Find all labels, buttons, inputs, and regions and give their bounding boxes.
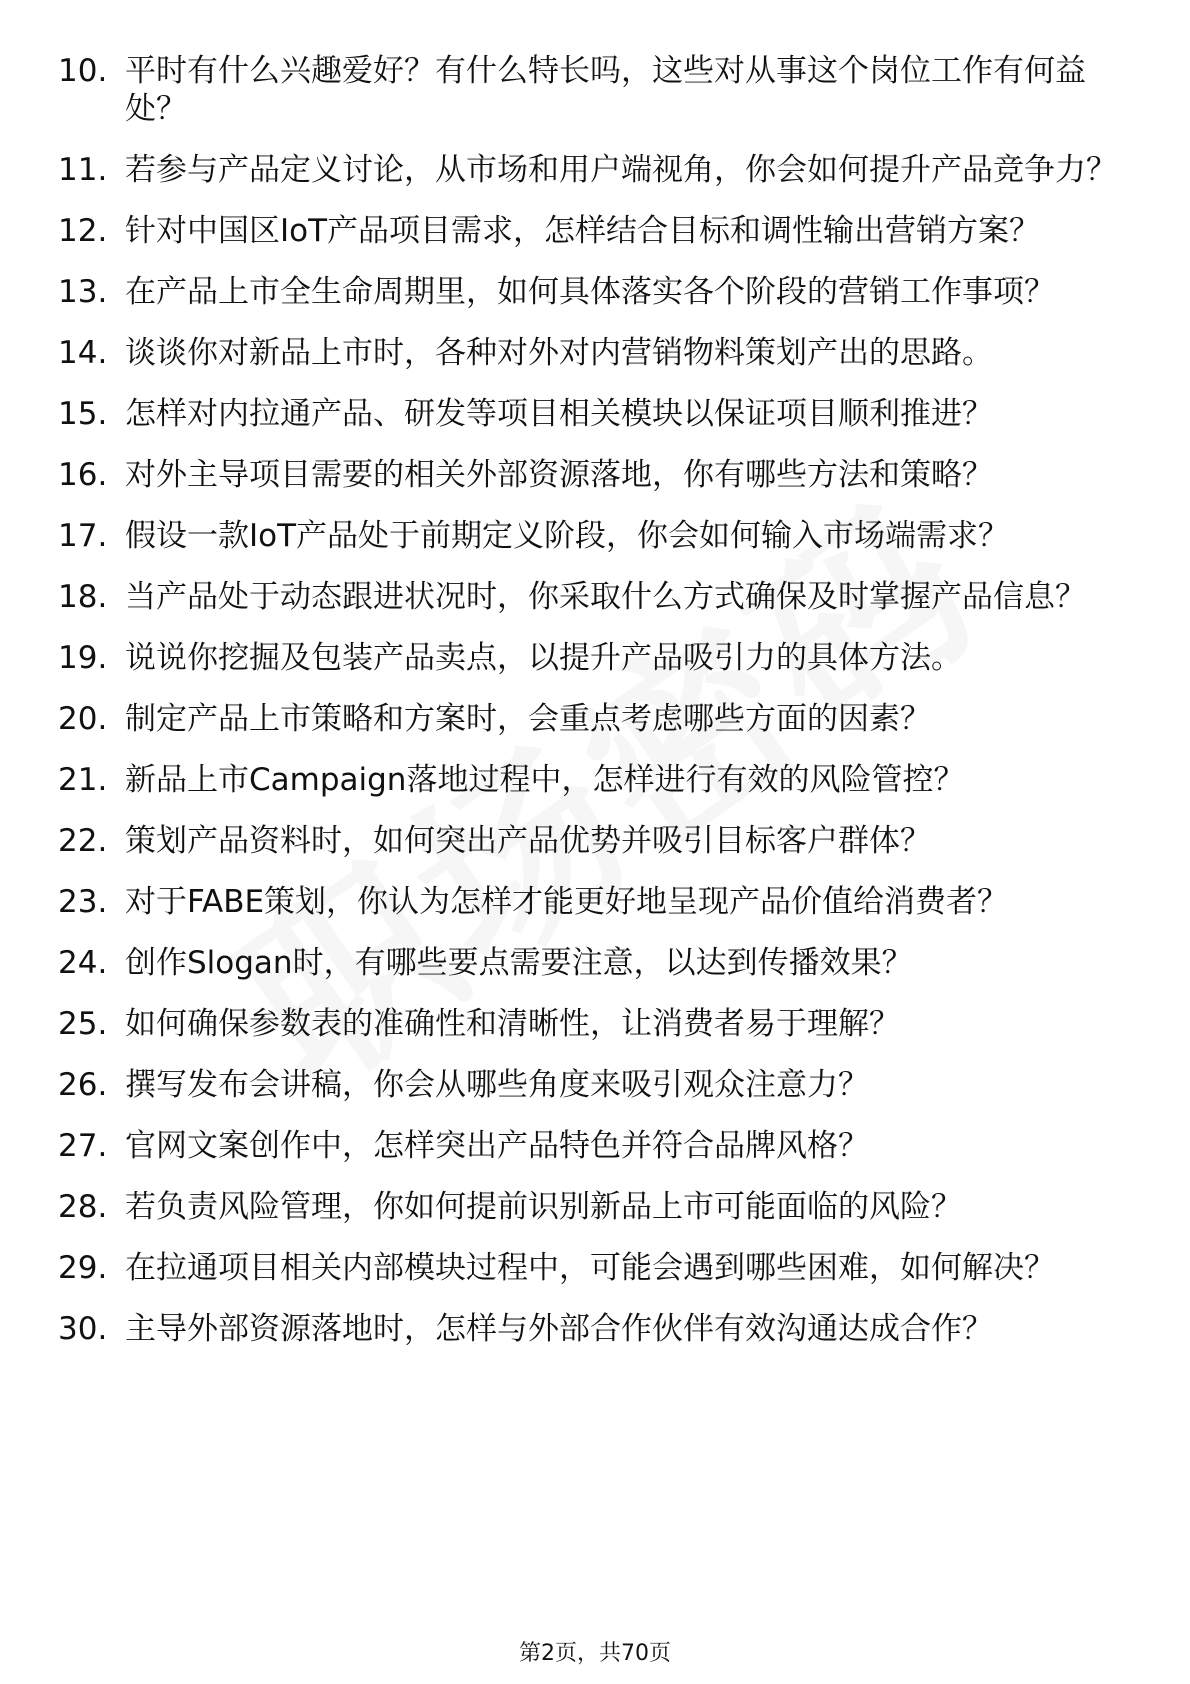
question-text: 制定产品上市策略和方案时，会重点考虑哪些方面的因素？ — [125, 701, 931, 737]
question-item — [58, 1188, 1118, 1226]
question-item — [58, 761, 1118, 799]
question-item — [58, 944, 1118, 982]
question-item — [58, 273, 1118, 311]
question-item — [58, 1005, 1118, 1043]
question-item — [58, 1127, 1118, 1165]
question-number: 11. — [58, 152, 108, 188]
question-text: 若参与产品定义讨论，从市场和用户端视角，你会如何提升产品竞争力？ — [125, 152, 1117, 188]
question-text: 撰写发布会讲稿，你会从哪些角度来吸引观众注意力？ — [125, 1067, 869, 1103]
question-number: 27. — [58, 1128, 108, 1164]
question-number: 26. — [58, 1067, 108, 1103]
question-number: 15. — [58, 396, 108, 432]
question-text: 在产品上市全生命周期里，如何具体落实各个阶段的营销工作事项？ — [125, 274, 1055, 310]
question-number: 28. — [58, 1189, 108, 1225]
question-number: 14. — [58, 335, 108, 371]
question-number: 20. — [58, 701, 108, 737]
question-text: 策划产品资料时，如何突出产品优势并吸引目标客户群体？ — [125, 823, 931, 859]
question-number: 24. — [58, 945, 108, 981]
question-number: 10. — [58, 53, 108, 89]
question-text: 针对中国区IoT产品项目需求，怎样结合目标和调性输出营销方案？ — [125, 213, 1041, 249]
question-item — [58, 822, 1118, 860]
question-text: 假设一款IoT产品处于前期定义阶段，你会如何输入市场端需求？ — [125, 518, 1010, 554]
question-text: 当产品处于动态跟进状况时，你采取什么方式确保及时掌握产品信息？ — [125, 579, 1086, 615]
question-number: 22. — [58, 823, 108, 859]
question-number: 21. — [58, 762, 108, 798]
question-number: 17. — [58, 518, 108, 554]
question-number: 12. — [58, 213, 108, 249]
question-item — [58, 700, 1118, 738]
question-text: 说说你挖掘及包装产品卖点，以提升产品吸引力的具体方法。 — [125, 640, 962, 676]
question-number: 29. — [58, 1250, 108, 1286]
question-text: 主导外部资源落地时，怎样与外部合作伙伴有效沟通达成合作？ — [125, 1311, 993, 1347]
question-item — [58, 52, 1118, 128]
question-item — [58, 334, 1118, 372]
question-text: 官网文案创作中，怎样突出产品特色并符合品牌风格？ — [125, 1128, 869, 1164]
question-number: 30. — [58, 1311, 108, 1347]
question-number: 25. — [58, 1006, 108, 1042]
question-text: 如何确保参数表的准确性和清晰性，让消费者易于理解？ — [125, 1006, 900, 1042]
question-number: 23. — [58, 884, 108, 920]
page-footer: 第2页，共70页 — [519, 1641, 671, 1666]
question-text: 谈谈你对新品上市时，各种对外对内营销物料策划产出的思路。 — [125, 335, 993, 371]
question-text: 怎样对内拉通产品、研发等项目相关模块以保证项目顺利推进？ — [125, 396, 993, 432]
question-number: 18. — [58, 579, 108, 615]
question-item — [58, 1249, 1118, 1287]
question-item — [58, 883, 1118, 921]
question-item — [58, 639, 1118, 677]
question-text: 对于FABE策划，你认为怎样才能更好地呈现产品价值给消费者？ — [125, 884, 1009, 920]
question-number: 13. — [58, 274, 108, 310]
question-item — [58, 578, 1118, 616]
question-number: 19. — [58, 640, 108, 676]
question-number: 16. — [58, 457, 108, 493]
question-item — [58, 517, 1118, 555]
question-item — [58, 151, 1118, 189]
question-text: 创作Slogan时，有哪些要点需要注意，以达到传播效果？ — [125, 945, 913, 981]
question-list — [58, 52, 1118, 1371]
question-text: 对外主导项目需要的相关外部资源落地，你有哪些方法和策略？ — [125, 457, 993, 493]
question-text: 若负责风险管理，你如何提前识别新品上市可能面临的风险？ — [125, 1189, 962, 1225]
question-text: 新品上市Campaign落地过程中，怎样进行有效的风险管控？ — [125, 762, 965, 798]
question-item — [58, 1066, 1118, 1104]
question-item — [58, 395, 1118, 433]
question-item — [58, 1310, 1118, 1348]
question-item — [58, 456, 1118, 494]
question-item — [58, 212, 1118, 250]
question-text: 在拉通项目相关内部模块过程中，可能会遇到哪些困难，如何解决？ — [125, 1250, 1055, 1286]
question-text: 平时有什么兴趣爱好？有什么特长吗，这些对从事这个岗位工作有何益处？ — [125, 53, 1086, 127]
